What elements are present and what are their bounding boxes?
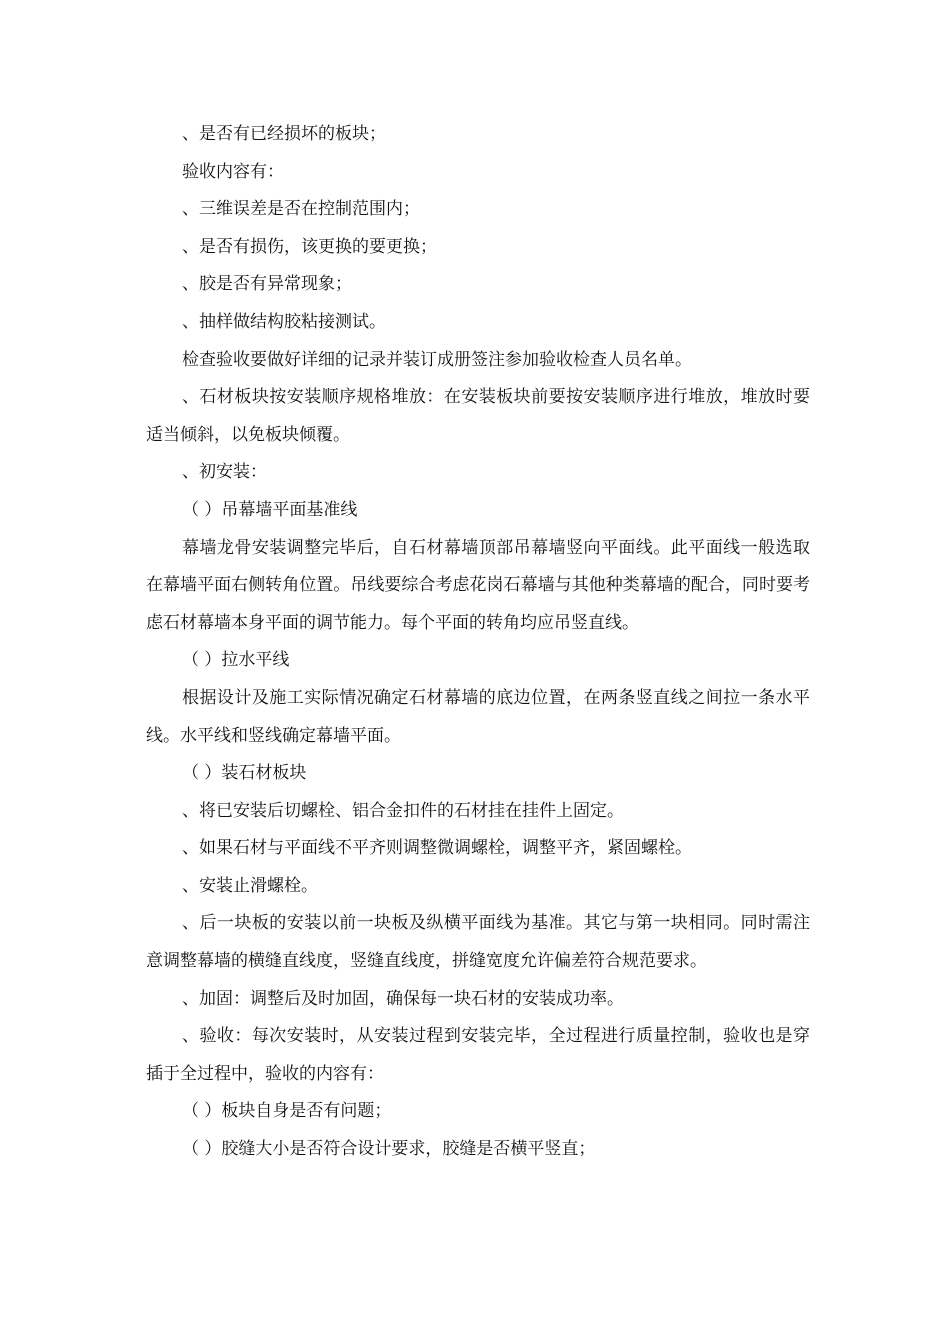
paragraph: 、是否有已经损坏的板块； xyxy=(182,124,386,144)
paragraph: 、后一块板的安装以前一块板及纵横平面线为基准。其它与第一块相同。同时需注意调整幕墙的横缝直线度，竖缝直线度，拼缝宽度允许偏差符合规范要求。 xyxy=(146,913,810,972)
paragraph: （ ）板块自身是否有问题； xyxy=(182,1101,392,1122)
paragraph: 、将已安装后切螺栓、铝合金扣件的石材挂在挂件上固定。 xyxy=(182,800,624,821)
paragraph: 、如果石材与平面线不平齐则调整微调螺栓，调整平齐，紧固螺栓。 xyxy=(182,838,692,859)
paragraph: （ ）拉水平线 xyxy=(182,650,290,671)
paragraph: 、加固：调整后及时加固，确保每一块石材的安装成功率。 xyxy=(182,988,624,1009)
paragraph: 、安装止滑螺栓。 xyxy=(182,875,318,896)
paragraph: 、是否有损伤，该更换的要更换； xyxy=(182,236,437,257)
paragraph: 、初安装： xyxy=(182,462,267,483)
paragraph: 幕墙龙骨安装调整完毕后，自石材幕墙顶部吊幕墙竖向平面线。此平面线一般选取在幕墙平面右侧转角位置。吊线要综合考虑花岗石幕墙与其他种类幕墙的配合，同时要考虑石材幕墙本身平面的调节能力。每个平面的转角均应吊竖直线。 xyxy=(146,537,810,633)
paragraph: 根据设计及施工实际情况确定石材幕墙的底边位置，在两条竖直线之间拉一条水平线。水平线和竖线确定幕墙平面。 xyxy=(146,687,810,746)
paragraph: 验收内容有： xyxy=(182,161,284,182)
paragraph: 、抽样做结构胶粘接测试。 xyxy=(182,311,386,332)
paragraph: （ ）胶缝大小是否符合设计要求，胶缝是否横平竖直； xyxy=(182,1139,596,1160)
paragraph: 检查验收要做好详细的记录并装订成册签注参加验收检查人员名单。 xyxy=(182,349,692,370)
paragraph: （ ）吊幕墙平面基准线 xyxy=(182,499,358,520)
paragraph: 、验收：每次安装时，从安装过程到安装完毕，全过程进行质量控制，验收也是穿插于全过程中，验收的内容有： xyxy=(146,1026,810,1084)
paragraph: 、胶是否有异常现象； xyxy=(182,274,352,295)
document-body xyxy=(146,116,810,1169)
paragraph: 、三维误差是否在控制范围内； xyxy=(182,199,420,220)
paragraph: 、石材板块按安装顺序规格堆放：在安装板块前要按安装顺序进行堆放，堆放时要适当倾斜，以免板块倾覆。 xyxy=(146,387,810,445)
paragraph: （ ）装石材板块 xyxy=(182,763,307,784)
